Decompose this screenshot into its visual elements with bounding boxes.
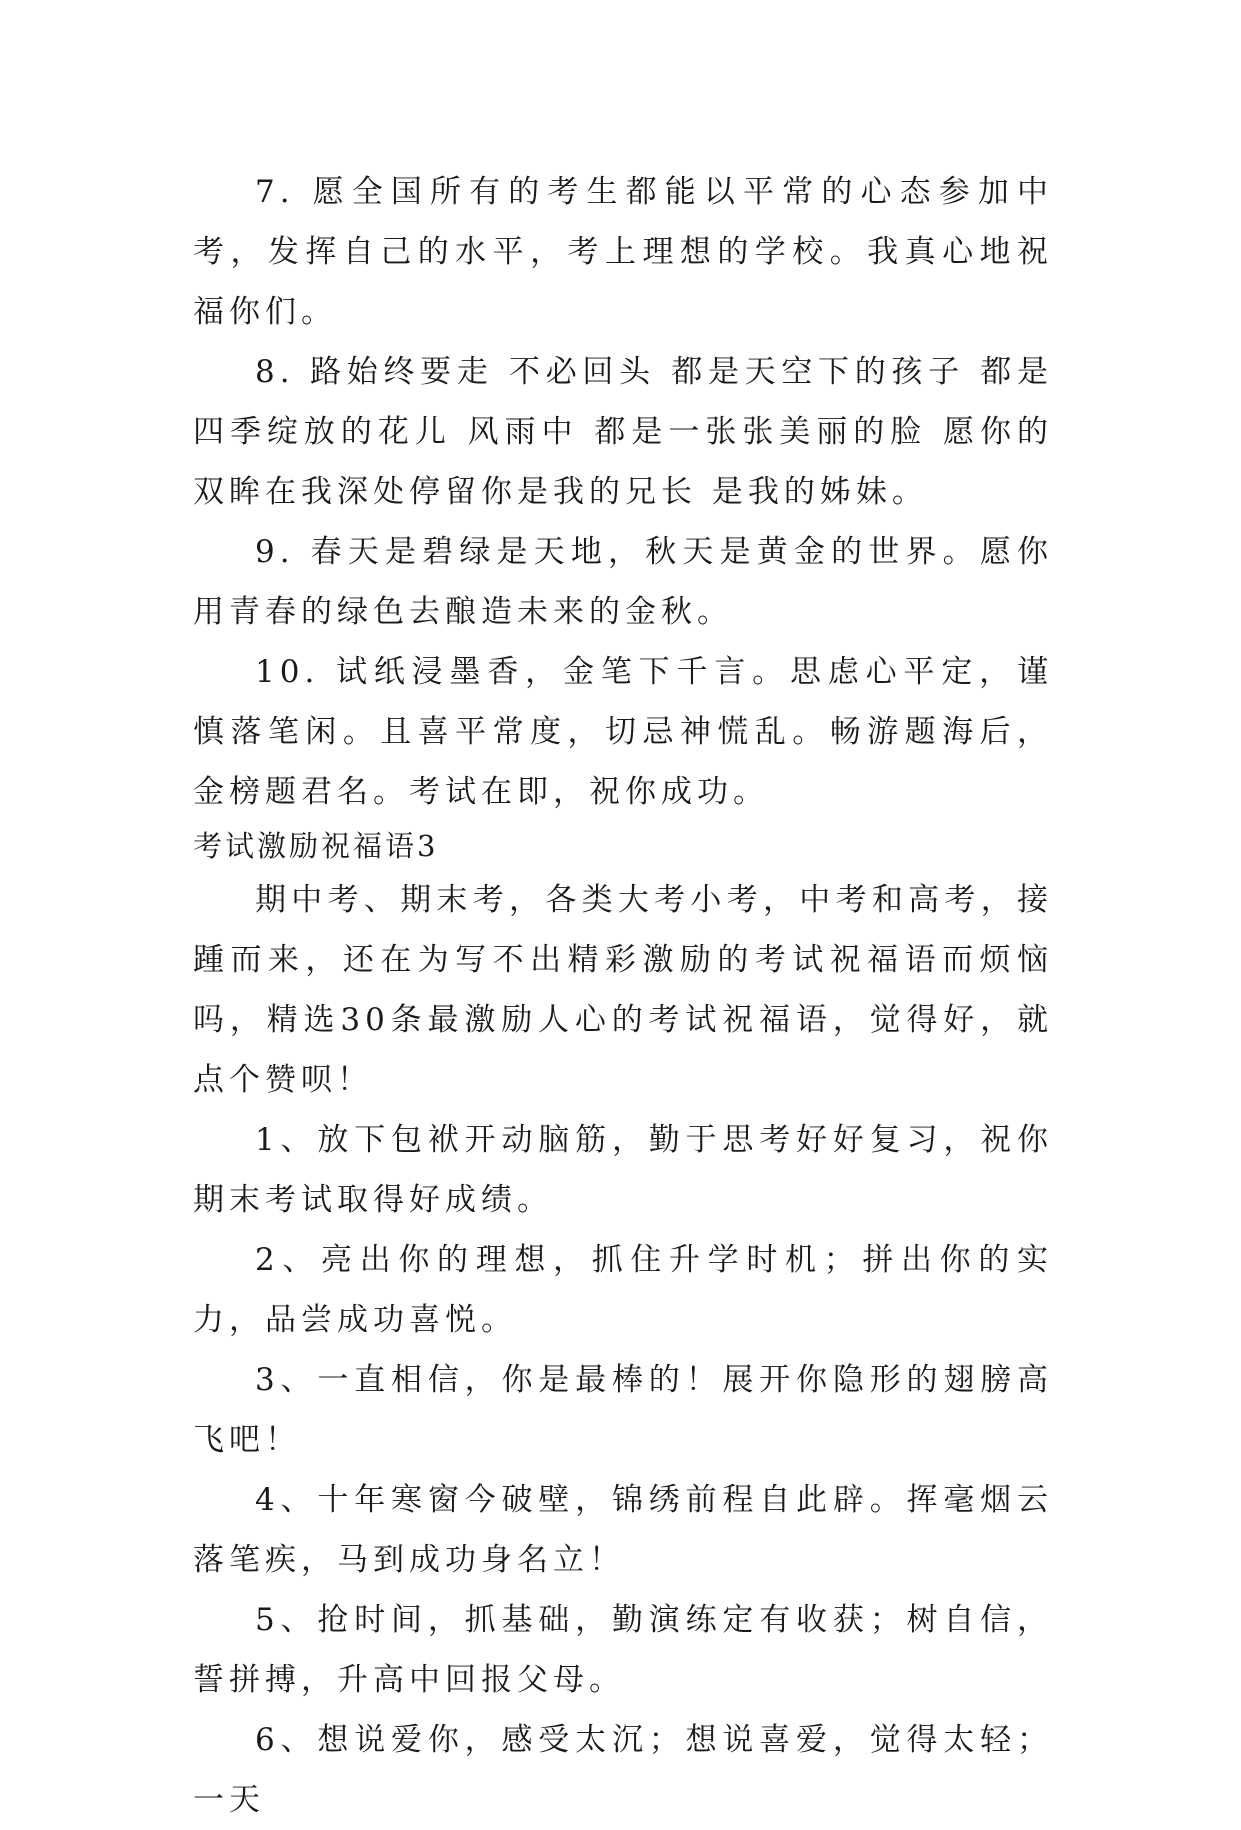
paragraph-item-8: 8. 路始终要走 不必回头 都是天空下的孩子 都是四季绽放的花儿 风雨中 都是一张张美丽的脸 愿你的双眸在我深处停留你是我的兄长 是我的姊妹。 xyxy=(193,354,1053,510)
paragraph-item-3: 3、一直相信，你是最棒的！展开你隐形的翅膀高飞吧！ xyxy=(193,1362,1053,1458)
paragraph-item-7: 7. 愿全国所有的考生都能以平常的心态参加中考，发挥自己的水平，考上理想的学校。我真心地祝福你们。 xyxy=(193,174,1053,330)
paragraph-item-1: 1、放下包袱开动脑筋，勤于思考好好复习，祝你期末考试取得好成绩。 xyxy=(193,1122,1053,1218)
section-heading: 考试激励祝福语3 xyxy=(193,829,439,863)
paragraph-item-2: 2、亮出你的理想，抓住升学时机；拼出你的实力，品尝成功喜悦。 xyxy=(193,1242,1053,1338)
document-body xyxy=(193,162,1053,1830)
paragraph-item-5: 5、抢时间，抓基础，勤演练定有收获；树自信，誓拼搏，升高中回报父母。 xyxy=(193,1602,1053,1698)
paragraph-item-4: 4、十年寒窗今破壁，锦绣前程自此辟。挥毫烟云落笔疾，马到成功身名立！ xyxy=(193,1482,1053,1578)
paragraph-item-10: 10. 试纸浸墨香，金笔下千言。思虑心平定，谨慎落笔闲。且喜平常度，切忌神慌乱。畅游题海后，金榜题君名。考试在即，祝你成功。 xyxy=(193,654,1053,810)
paragraph-item-6: 6、想说爱你，感受太沉；想说喜爱，觉得太轻；一天 xyxy=(193,1722,1053,1818)
intro-paragraph: 期中考、期末考，各类大考小考，中考和高考，接踵而来，还在为写不出精彩激励的考试祝福语而烦恼吗，精选30条最激励人心的考试祝福语，觉得好，就点个赞呗！ xyxy=(193,882,1053,1098)
paragraph-item-9: 9. 春天是碧绿是天地，秋天是黄金的世界。愿你用青春的绿色去酿造未来的金秋。 xyxy=(193,534,1053,630)
